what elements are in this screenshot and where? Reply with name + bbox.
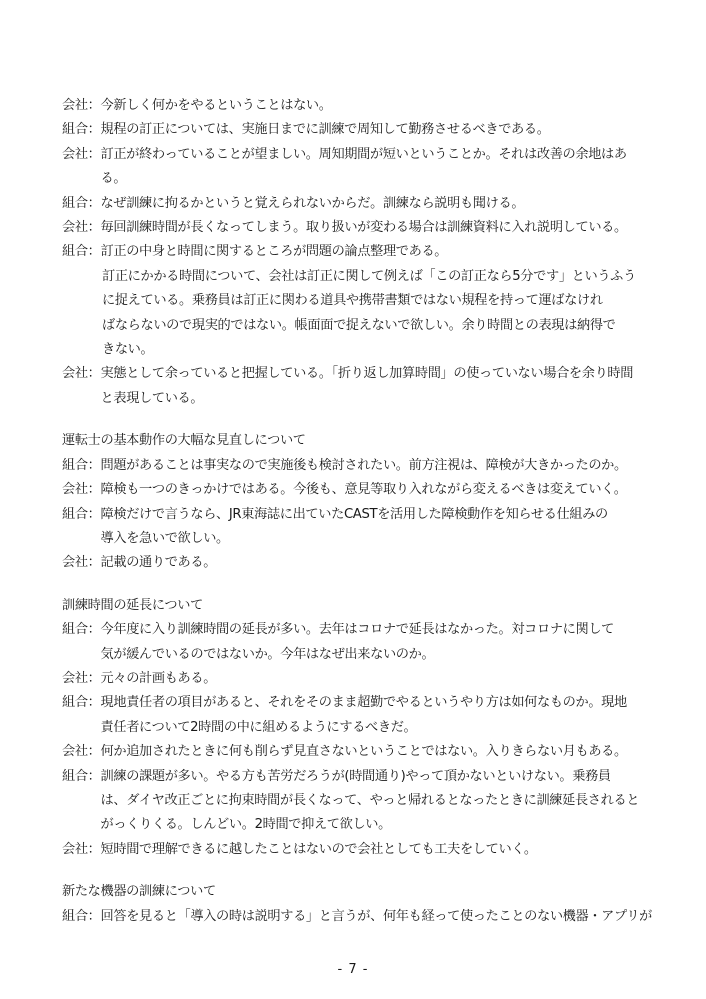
entry-text: 気が緩んでいるのではないか。今年はなぜ出来ないのか。 xyxy=(100,646,435,662)
entry-company xyxy=(62,551,642,575)
continuation-line: 訂正にかかる時間について、会社は訂正に関して例えば「この訂正なら5分です」というふう xyxy=(102,268,636,284)
speaker-label: 組合： xyxy=(62,122,101,138)
continuation-line: きない。 xyxy=(102,342,154,358)
entry-union xyxy=(62,454,642,478)
entry-company xyxy=(62,838,642,862)
entry-text: がっくりくる。しんどい。2時間で抑えて欲しい。 xyxy=(100,817,391,833)
entry-text: 今年度に入り訓練時間の延長が多い。去年はコロナで延長はなかった。対コロナに関して xyxy=(100,622,615,638)
speaker-label: 会社： xyxy=(62,220,101,236)
entry-company xyxy=(62,94,642,118)
entry-text: 訓練の課題が多い。やる方も苦労だろうが(時間通り)やって頂かないといけない。乗務員 xyxy=(100,768,611,784)
entry-text: 何か追加されたときに何も削らず見直さないということではない。入りきらない月もある。 xyxy=(100,744,627,760)
continuation-line: ばならないので現実的ではない。帳面面で捉えないで欲しい。余り時間との表現は納得で xyxy=(102,317,616,333)
entry-union xyxy=(62,240,642,264)
entry-text: 元々の計画もある。 xyxy=(100,670,217,686)
speaker-label: 会社： xyxy=(62,482,101,498)
speaker-label: 会社： xyxy=(62,98,101,113)
page-number: - 7 - xyxy=(337,962,369,977)
speaker-label: 会社： xyxy=(62,366,101,382)
entry-union xyxy=(62,618,642,667)
section-heading: 訓練時間の延長について xyxy=(62,597,203,613)
entry-union xyxy=(62,503,642,552)
speaker-label: 会社： xyxy=(62,744,101,760)
entry-text: 訂正が終わっていることが望ましい。周知期間が短いということか。それは改善の余地はあ xyxy=(100,146,627,162)
entry-union xyxy=(62,192,642,216)
continuation-line: に捉えている。乗務員は訂正に関わる道具や携帯書類ではない規程を持って運ばなけれ xyxy=(102,293,603,309)
speaker-label: 会社： xyxy=(62,670,101,686)
entry-text: る。 xyxy=(100,171,127,187)
entry-text: 毎回訓練時間が長くなってしまう。取り扱いが変わる場合は訓練資料に入れ説明している。 xyxy=(100,220,627,236)
speaker-label: 組合： xyxy=(62,506,101,522)
entry-company xyxy=(62,478,642,502)
entry-company xyxy=(62,740,642,764)
entry-text: と表現している。 xyxy=(100,390,204,406)
entry-company xyxy=(62,143,642,192)
speaker-label: 会社： xyxy=(62,555,101,571)
speaker-label: 会社： xyxy=(62,841,101,857)
entry-text: 規程の訂正については、実施日までに訓練で周知して勤務させるべきである。 xyxy=(100,122,550,138)
speaker-label: 組合： xyxy=(62,768,101,784)
entry-text: 問題があることは事実なので実施後も検討されたい。前方注視は、障検が大きかったのか。 xyxy=(100,457,627,473)
entry-union xyxy=(62,905,652,929)
entry-text: 短時間で理解できるに越したことはないので会社としても工夫をしていく。 xyxy=(100,841,537,857)
speaker-label: 組合： xyxy=(62,622,101,638)
entry-union xyxy=(62,118,642,142)
entry-text: 記載の通りである。 xyxy=(100,555,217,571)
speaker-label: 組合： xyxy=(62,908,101,924)
entry-union xyxy=(62,765,642,838)
section-heading: 運転士の基本動作の大幅な見直しについて xyxy=(62,433,306,449)
speaker-label: 会社： xyxy=(62,146,101,162)
entry-text: 訂正の中身と時間に関するところが問題の論点整理である。 xyxy=(100,244,448,260)
entry-text: 回答を見ると「導入の時は説明する」と言うが、何年も経って使ったことのない機器・アプリが xyxy=(100,908,652,924)
speaker-label: 組合： xyxy=(62,695,101,711)
section-heading: 新たな機器の訓練について xyxy=(62,884,216,900)
speaker-label: 組合： xyxy=(62,195,101,211)
document-page xyxy=(62,94,652,929)
entry-text: 障検も一つのきっかけではある。今後も、意見等取り入れながら変えるべきは変えていく。 xyxy=(100,482,627,498)
entry-text: 導入を急いで欲しい。 xyxy=(100,530,229,546)
entry-company xyxy=(62,216,642,240)
entry-company xyxy=(62,667,642,691)
speaker-label: 組合： xyxy=(62,457,101,473)
entry-text: 実態として余っていると把握している。「折り返し加算時間」の使っていない場合を余り時間 xyxy=(100,366,634,382)
speaker-label: 組合： xyxy=(62,244,101,260)
entry-union xyxy=(62,691,642,740)
entry-text: 今新しく何かをやるということはない。 xyxy=(100,98,332,113)
entry-text: は、ダイヤ改正ごとに拘束時間が長くなって、やっと帰れるとなったときに訓練延長されると xyxy=(100,792,640,808)
entry-company xyxy=(62,362,642,411)
entry-text: 障検だけで言うなら、JR東海誌に出ていたCASTを活用した障検動作を知らせる仕組みの xyxy=(100,506,608,522)
entry-text: 責任者について2時間の中に組めるようにするべきだ。 xyxy=(100,719,417,735)
entry-text: 現地責任者の項目があると、それをそのまま超勤でやるというやり方は如何なものか。現地 xyxy=(100,695,627,711)
entry-text: なぜ訓練に拘るかというと覚えられないからだ。訓練なら説明も聞ける。 xyxy=(100,195,525,211)
